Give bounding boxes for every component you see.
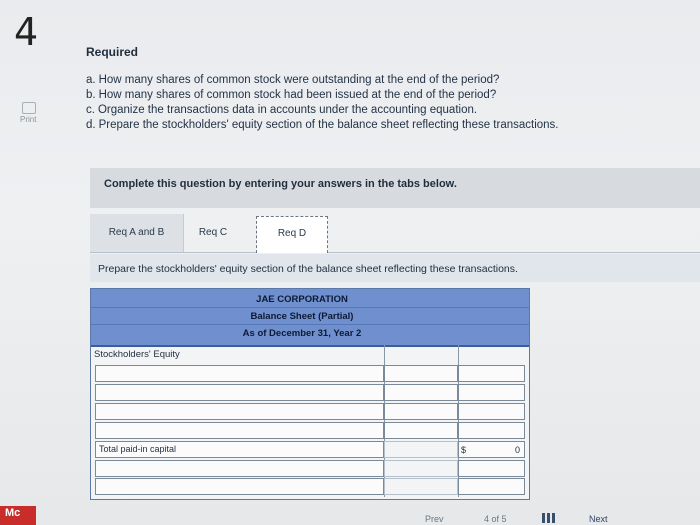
table-row [95, 460, 525, 477]
statement-title: Balance Sheet (Partial) [250, 311, 354, 322]
requirement-text: How many shares of common stock had been issued at the end of the period? [98, 89, 497, 101]
company-name: JAE CORPORATION [256, 294, 348, 305]
account-name-input[interactable] [95, 478, 384, 495]
account-name-input[interactable] [95, 422, 384, 439]
total-input[interactable] [458, 422, 525, 439]
requirement-b [86, 88, 559, 103]
total-input[interactable] [458, 384, 525, 401]
tab-req-d[interactable]: Req D [256, 216, 328, 253]
account-name-input[interactable] [95, 384, 384, 401]
requirement-text: Organize the transactions data in accounts under the accounting equation. [97, 104, 478, 116]
balance-sheet-header [91, 289, 529, 347]
account-name-input[interactable] [95, 460, 384, 477]
requirement-letter: a. [86, 74, 96, 86]
total-input[interactable] [458, 460, 525, 477]
amount-input[interactable] [384, 384, 458, 401]
account-name-input[interactable] [95, 365, 384, 382]
header-divider [91, 307, 529, 308]
print-label[interactable]: Print [20, 115, 37, 124]
amount-input[interactable] [384, 422, 458, 439]
total-input[interactable] [458, 478, 525, 495]
requirements-list [86, 73, 559, 133]
prev-button[interactable]: Prev [425, 514, 444, 524]
print-icon[interactable] [22, 102, 36, 114]
question-number: 4 [14, 10, 39, 54]
empty-cell [384, 460, 458, 477]
empty-cell [384, 441, 458, 458]
requirement-letter: b. [86, 89, 96, 101]
balance-sheet-table [90, 288, 530, 500]
grid-icon[interactable] [542, 513, 556, 523]
account-name-input[interactable] [95, 403, 384, 420]
total-input[interactable] [458, 365, 525, 382]
header-divider [91, 324, 529, 325]
requirement-text: Prepare the stockholders' equity section of the balance sheet reflecting these transactions. [98, 119, 559, 131]
tab-bar [90, 214, 700, 253]
empty-cell [384, 478, 458, 495]
section-label: Stockholders' Equity [94, 349, 180, 360]
table-row [95, 384, 525, 401]
total-paid-in-capital-label: Total paid-in capital [95, 441, 384, 458]
dollar-sign: $ [461, 445, 467, 455]
requirement-text: How many shares of common stock were outstanding at the end of the period? [98, 74, 500, 86]
amount-input[interactable] [384, 365, 458, 382]
table-row [95, 478, 525, 495]
next-button[interactable]: Next [589, 514, 608, 524]
publisher-logo: Mc [0, 506, 36, 525]
tab-req-a-and-b[interactable]: Req A and B [90, 214, 184, 252]
requirement-letter: d. [86, 119, 96, 131]
page-indicator: 4 of 5 [484, 514, 507, 524]
requirement-c [86, 103, 559, 118]
total-amount: 0 [514, 445, 520, 455]
table-row [95, 365, 525, 382]
statement-date: As of December 31, Year 2 [242, 328, 362, 339]
table-row [95, 422, 525, 439]
required-heading: Required [86, 45, 139, 59]
total-row [95, 441, 525, 458]
tab-req-c[interactable]: Req C [198, 227, 228, 238]
requirement-a [86, 73, 559, 88]
instruction-text: Complete this question by entering your answers in the tabs below. [104, 178, 457, 190]
amount-input[interactable] [384, 403, 458, 420]
prompt-text: Prepare the stockholders' equity section of the balance sheet reflecting these transactions. [98, 263, 518, 275]
requirement-letter: c. [86, 104, 95, 116]
total-input[interactable] [458, 403, 525, 420]
requirement-d [86, 118, 559, 133]
total-paid-in-capital-value [458, 441, 525, 458]
table-row [95, 403, 525, 420]
